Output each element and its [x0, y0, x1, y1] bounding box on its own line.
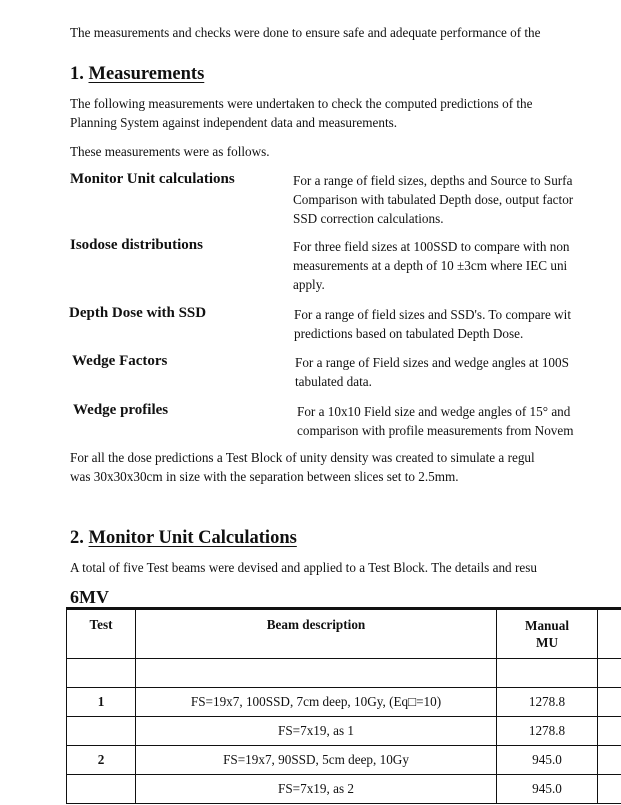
- term-isodose-distributions: Isodose distributions: [70, 237, 203, 253]
- mu-results-table: [66, 607, 621, 804]
- section-1-heading: [70, 63, 204, 85]
- section-1-para-line-2: Planning System against independent data and measurements.: [70, 115, 398, 130]
- section-2-para: A total of five Test beams were devised and applied to a Test Block. The details and resu: [70, 560, 537, 575]
- cell: [136, 659, 497, 688]
- term-wedge-profiles: Wedge profiles: [73, 402, 169, 418]
- table-header-row: [67, 609, 621, 659]
- cell-beam-description: FS=7x19, as 1: [136, 717, 497, 746]
- header-manual-mu: [497, 609, 598, 659]
- cell-manual-mu: 1278.8: [497, 688, 598, 717]
- section-1-para-line-1: The following measurements were undertaken to check the computed predictions of the: [70, 96, 533, 111]
- closing-para-line-2: was 30x30x30cm in size with the separation between slices set to 2.5mm.: [70, 469, 459, 484]
- cell-beam-description: FS=19x7, 100SSD, 7cm deep, 10Gy, (Eq□=10): [136, 688, 497, 717]
- section-1-number: 1.: [70, 64, 84, 84]
- cell: [598, 659, 621, 688]
- definition-line: For a 10x10 Field size and wedge angles of 15° and: [297, 404, 571, 419]
- definition-line: For a range of field sizes and SSD's. To compare wit: [294, 307, 571, 322]
- cell-manual-mu: 945.0: [497, 775, 598, 804]
- cell: [497, 659, 598, 688]
- term-depth-dose-with-ssd: Depth Dose with SSD: [69, 305, 207, 321]
- definition-line: predictions based on tabulated Depth Dose.: [294, 326, 524, 341]
- definition-line: For a range of field sizes, depths and Source to Surfa: [293, 173, 573, 188]
- definition-line: measurements at a depth of 10 ±3cm where IEC uni: [293, 258, 568, 273]
- section-2-heading: [70, 527, 297, 549]
- definition-line: tabulated data.: [295, 374, 372, 389]
- cell-test-number: [67, 717, 136, 746]
- header-next: [598, 609, 621, 659]
- table-row: [67, 659, 621, 688]
- cell-manual-mu: 945.0: [497, 746, 598, 775]
- section-2-number: 2.: [70, 528, 84, 548]
- table-row: [67, 746, 621, 775]
- cell: [598, 688, 621, 717]
- definition-line: For a range of Field sizes and wedge angles at 100S: [295, 355, 569, 370]
- section-1-para-2: These measurements were as follows.: [70, 144, 270, 159]
- definition-line: SSD correction calculations.: [293, 211, 444, 226]
- cell: [598, 746, 621, 775]
- cell-beam-description: FS=19x7, 90SSD, 5cm deep, 10Gy: [136, 746, 497, 775]
- definition-line: For three field sizes at 100SSD to compare with non: [293, 239, 570, 254]
- cell: [598, 717, 621, 746]
- header-test: Test: [67, 609, 136, 659]
- header-manual-mu-text: Manual MU: [525, 618, 569, 650]
- section-1-title: Measurements: [88, 64, 205, 84]
- energy-label: 6MV: [70, 587, 109, 607]
- closing-para-line-1: For all the dose predictions a Test Block of unity density was created to simulate a regul: [70, 450, 535, 465]
- intro-text: The measurements and checks were done to ensure safe and adequate performance of the: [70, 25, 541, 40]
- definition-line: apply.: [293, 277, 325, 292]
- term-monitor-unit-calculations: Monitor Unit calculations: [70, 171, 235, 187]
- definition-line: comparison with profile measurements from Novem: [297, 423, 574, 438]
- cell-manual-mu: 1278.8: [497, 717, 598, 746]
- cell: [598, 775, 621, 804]
- cell: [67, 659, 136, 688]
- term-wedge-factors: Wedge Factors: [72, 353, 168, 369]
- table-row: [67, 775, 621, 804]
- cell-beam-description: FS=7x19, as 2: [136, 775, 497, 804]
- table-row: [67, 688, 621, 717]
- table-row: [67, 717, 621, 746]
- cell-test-number: 1: [67, 688, 136, 717]
- cell-test-number: [67, 775, 136, 804]
- header-beam-description: Beam description: [136, 609, 497, 659]
- cell-test-number: 2: [67, 746, 136, 775]
- section-2-title: Monitor Unit Calculations: [88, 528, 297, 548]
- definition-line: Comparison with tabulated Depth dose, output factor: [293, 192, 574, 207]
